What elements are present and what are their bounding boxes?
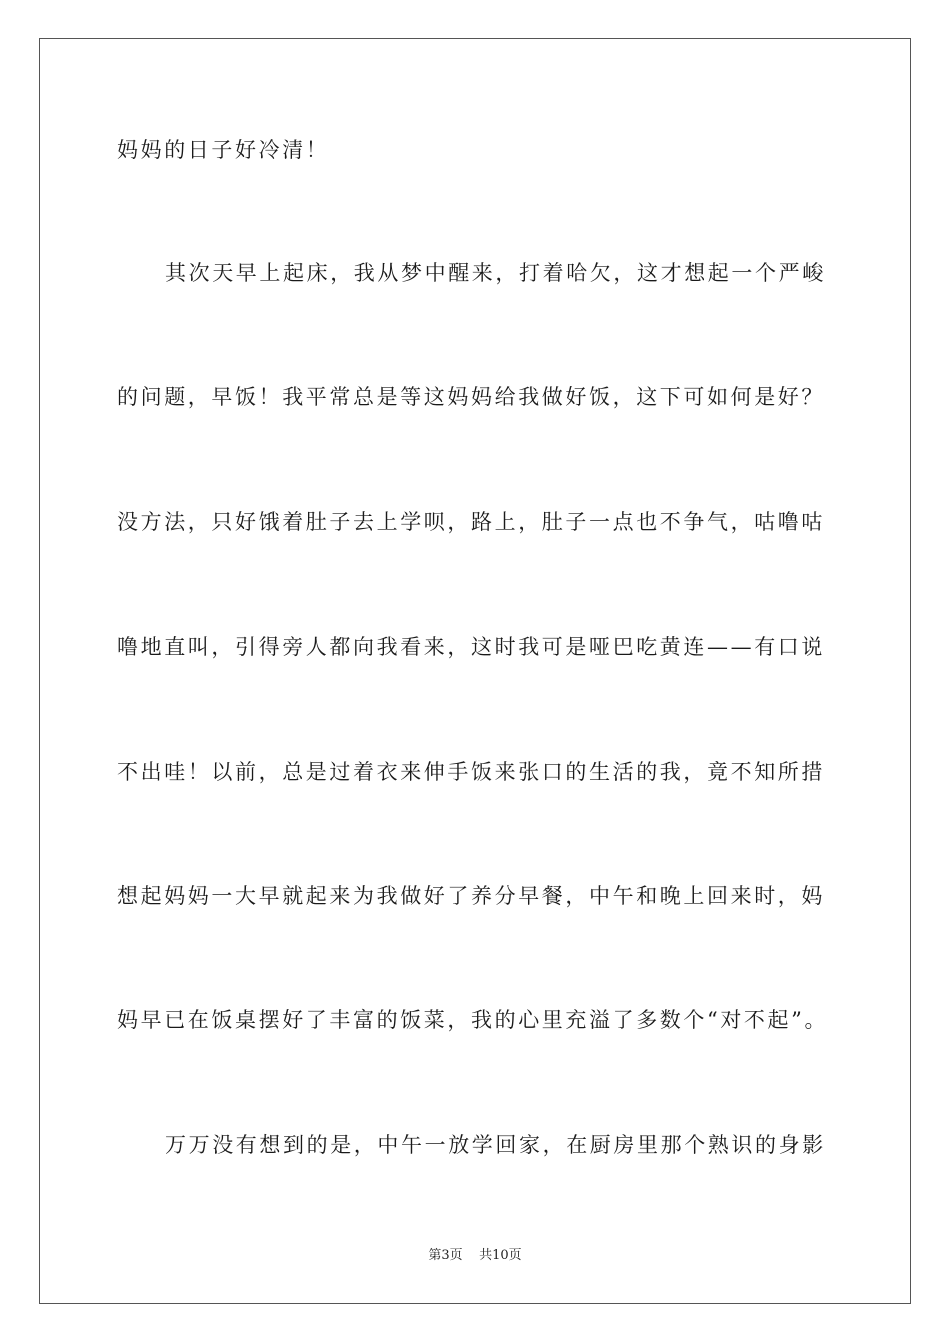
paragraph-line: 万万没有想到的是，中午一放学回家，在厨房里那个熟识的身影 [165, 1133, 826, 1157]
paragraph-line: 想起妈妈一大早就起来为我做好了养分早餐，中午和晚上回来时，妈 [117, 884, 825, 908]
page-footer [0, 1247, 950, 1265]
paragraph-line: 其次天早上起床，我从梦中醒来，打着哈欠，这才想起一个严峻 [165, 261, 826, 285]
paragraph-line: 噜地直叫，引得旁人都向我看来，这时我可是哑巴吃黄连——有口说 [117, 635, 825, 659]
paragraph-line: 妈早已在饭桌摆好了丰富的饭菜，我的心里充溢了多数个“对不起”。 [117, 1008, 829, 1032]
paragraph-line: 不出哇！以前，总是过着衣来伸手饭来张口的生活的我，竟不知所措 [117, 760, 825, 784]
paragraph-line: 的问题，早饭！我平常总是等这妈妈给我做好饭，这下可如何是好？ [117, 385, 825, 409]
paragraph-line: 没方法，只好饿着肚子去上学呗，路上，肚子一点也不争气，咕噜咕 [117, 510, 825, 534]
paragraph-line: 妈妈的日子好冷清！ [117, 138, 330, 162]
page-total: 共10页 [479, 1248, 522, 1263]
page-number: 第3页 [428, 1248, 463, 1263]
page-border [39, 38, 911, 1304]
